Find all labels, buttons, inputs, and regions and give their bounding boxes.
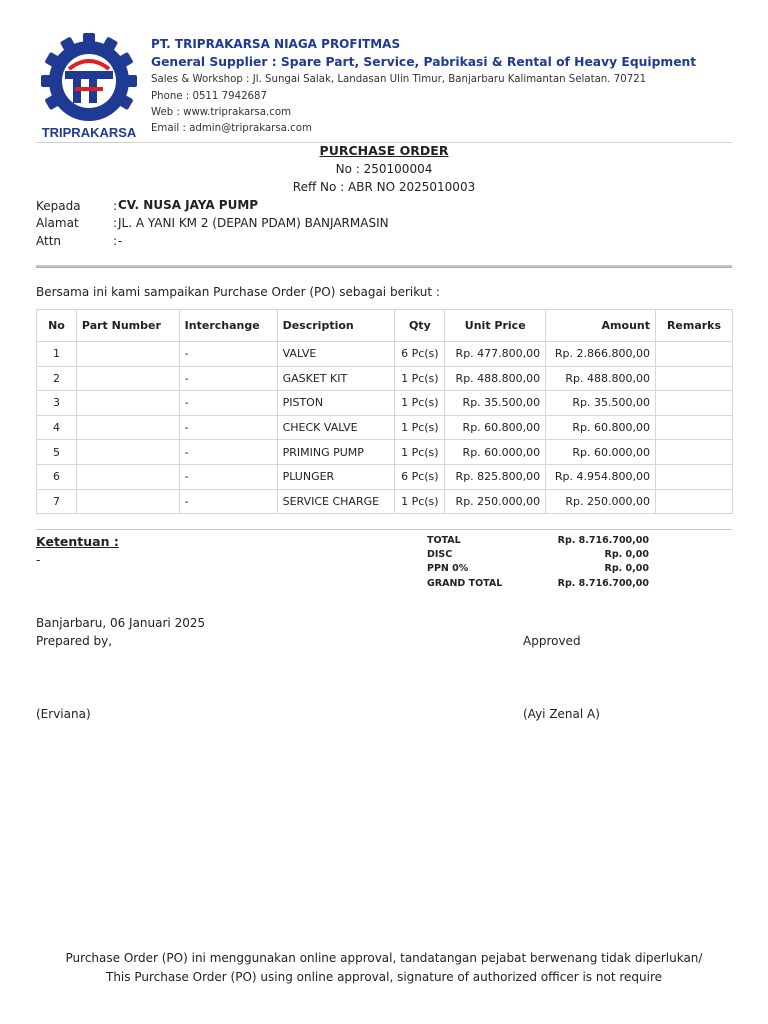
cell-remarks <box>656 391 733 416</box>
total-label: TOTAL <box>427 535 461 546</box>
cell-part-number <box>76 366 179 391</box>
grand-total-value: Rp. 8.716.700,00 <box>557 578 649 589</box>
cell-interchange: - <box>179 342 277 367</box>
cell-qty: 1 Pc(s) <box>395 489 445 514</box>
cell-qty: 1 Pc(s) <box>395 391 445 416</box>
cell-unit-price: Rp. 825.800,00 <box>445 464 546 489</box>
terms-value: - <box>36 553 41 567</box>
cell-amount: Rp. 250.000,00 <box>546 489 656 514</box>
table-row <box>37 366 733 391</box>
cell-part-number <box>76 415 179 440</box>
table-row <box>37 464 733 489</box>
address-colon: : <box>113 216 118 230</box>
col-header-amount: Amount <box>546 310 656 342</box>
items-table <box>36 309 733 514</box>
col-header-unit-price: Unit Price <box>445 310 546 342</box>
cell-remarks <box>656 440 733 465</box>
company-tagline: General Supplier : Spare Part, Service, Pabrikasi & Rental of Heavy Equipment <box>151 55 697 69</box>
cell-part-number <box>76 342 179 367</box>
table-row <box>37 342 733 367</box>
cell-description: PLUNGER <box>277 464 395 489</box>
attn-label: Attn <box>36 234 62 248</box>
cell-no: 4 <box>37 415 77 440</box>
grand-total-label: GRAND TOTAL <box>427 578 503 589</box>
cell-part-number <box>76 489 179 514</box>
table-row <box>37 440 733 465</box>
prepared-by-label: Prepared by, <box>36 634 113 648</box>
col-header-description: Description <box>277 310 395 342</box>
table-header-row <box>37 310 733 342</box>
attn-colon: : <box>113 234 118 248</box>
disc-value: Rp. 0,00 <box>604 549 649 560</box>
footer-note-id: Purchase Order (PO) ini menggunakan online approval, tandatangan pejabat berwenang tidak diperlukan/ <box>65 951 703 965</box>
cell-no: 5 <box>37 440 77 465</box>
cell-amount: Rp. 488.800,00 <box>546 366 656 391</box>
cell-interchange: - <box>179 366 277 391</box>
total-value: Rp. 8.716.700,00 <box>557 535 649 546</box>
cell-description: CHECK VALVE <box>277 415 395 440</box>
company-phone: Phone : 0511 7942687 <box>151 91 268 102</box>
to-value: CV. NUSA JAYA PUMP <box>118 198 259 212</box>
cell-no: 6 <box>37 464 77 489</box>
gear-logo-icon <box>35 33 143 141</box>
cell-no: 1 <box>37 342 77 367</box>
table-row <box>37 489 733 514</box>
table-row <box>37 391 733 416</box>
col-header-interchange: Interchange <box>179 310 277 342</box>
disc-label: DISC <box>427 549 453 560</box>
approved-label: Approved <box>523 634 581 648</box>
place-date: Banjarbaru, 06 Januari 2025 <box>36 616 206 630</box>
cell-description: VALVE <box>277 342 395 367</box>
attn-value: - <box>118 234 123 248</box>
company-address: Sales & Workshop : Jl. Sungai Salak, Landasan Ulin Timur, Banjarbaru Kalimantan Selatan. 70721 <box>151 74 647 85</box>
cell-unit-price: Rp. 477.800,00 <box>445 342 546 367</box>
address-value: JL. A YANI KM 2 (DEPAN PDAM) BANJARMASIN <box>118 216 389 230</box>
cell-remarks <box>656 464 733 489</box>
ppn-label: PPN 0% <box>427 563 469 574</box>
cell-remarks <box>656 489 733 514</box>
col-header-remarks: Remarks <box>656 310 733 342</box>
cell-amount: Rp. 4.954.800,00 <box>546 464 656 489</box>
cell-qty: 6 Pc(s) <box>395 464 445 489</box>
cell-unit-price: Rp. 35.500,00 <box>445 391 546 416</box>
cell-no: 7 <box>37 489 77 514</box>
cell-remarks <box>656 415 733 440</box>
cell-remarks <box>656 342 733 367</box>
cell-amount: Rp. 60.800,00 <box>546 415 656 440</box>
cell-description: SERVICE CHARGE <box>277 489 395 514</box>
cell-interchange: - <box>179 391 277 416</box>
cell-qty: 1 Pc(s) <box>395 415 445 440</box>
to-label: Kepada <box>36 199 81 213</box>
approved-name: (Ayi Zenal A) <box>523 707 600 721</box>
cell-qty: 1 Pc(s) <box>395 366 445 391</box>
cell-unit-price: Rp. 250.000,00 <box>445 489 546 514</box>
cell-part-number <box>76 440 179 465</box>
ppn-value: Rp. 0,00 <box>604 563 649 574</box>
cell-description: PRIMING PUMP <box>277 440 395 465</box>
document-title: PURCHASE ORDER <box>319 143 449 158</box>
terms-title: Ketentuan : <box>36 534 119 549</box>
cell-unit-price: Rp. 60.800,00 <box>445 415 546 440</box>
cell-part-number <box>76 464 179 489</box>
cell-part-number <box>76 391 179 416</box>
document-number: No : 250100004 <box>335 162 433 176</box>
logo-wordmark: TRIPRAKARSA <box>41 125 137 140</box>
cell-description: GASKET KIT <box>277 366 395 391</box>
cell-description: PISTON <box>277 391 395 416</box>
cell-interchange: - <box>179 440 277 465</box>
cell-no: 2 <box>37 366 77 391</box>
document-reff: Reff No : ABR NO 2025010003 <box>292 180 476 194</box>
prepared-by-name: (Erviana) <box>36 707 91 721</box>
cell-qty: 6 Pc(s) <box>395 342 445 367</box>
company-logo <box>35 33 143 141</box>
cell-amount: Rp. 60.000,00 <box>546 440 656 465</box>
cell-amount: Rp. 35.500,00 <box>546 391 656 416</box>
table-row <box>37 415 733 440</box>
company-name: PT. TRIPRAKARSA NIAGA PROFITMAS <box>151 37 401 51</box>
cell-amount: Rp. 2.866.800,00 <box>546 342 656 367</box>
footer-note-en: This Purchase Order (PO) using online approval, signature of authorized officer is not require <box>106 970 662 984</box>
address-label: Alamat <box>36 216 79 230</box>
totals-divider <box>36 529 732 530</box>
cell-unit-price: Rp. 488.800,00 <box>445 366 546 391</box>
cell-remarks <box>656 366 733 391</box>
cell-unit-price: Rp. 60.000,00 <box>445 440 546 465</box>
company-web: Web : www.triprakarsa.com <box>151 107 292 118</box>
col-header-no: No <box>37 310 77 342</box>
cell-no: 3 <box>37 391 77 416</box>
intro-text: Bersama ini kami sampaikan Purchase Order (PO) sebagai berikut : <box>36 285 440 299</box>
cell-qty: 1 Pc(s) <box>395 440 445 465</box>
cell-interchange: - <box>179 464 277 489</box>
section-divider <box>36 265 732 268</box>
col-header-part-number: Part Number <box>76 310 179 342</box>
company-email: Email : admin@triprakarsa.com <box>151 123 312 134</box>
to-colon: : <box>113 199 118 213</box>
cell-interchange: - <box>179 489 277 514</box>
col-header-qty: Qty <box>395 310 445 342</box>
cell-interchange: - <box>179 415 277 440</box>
